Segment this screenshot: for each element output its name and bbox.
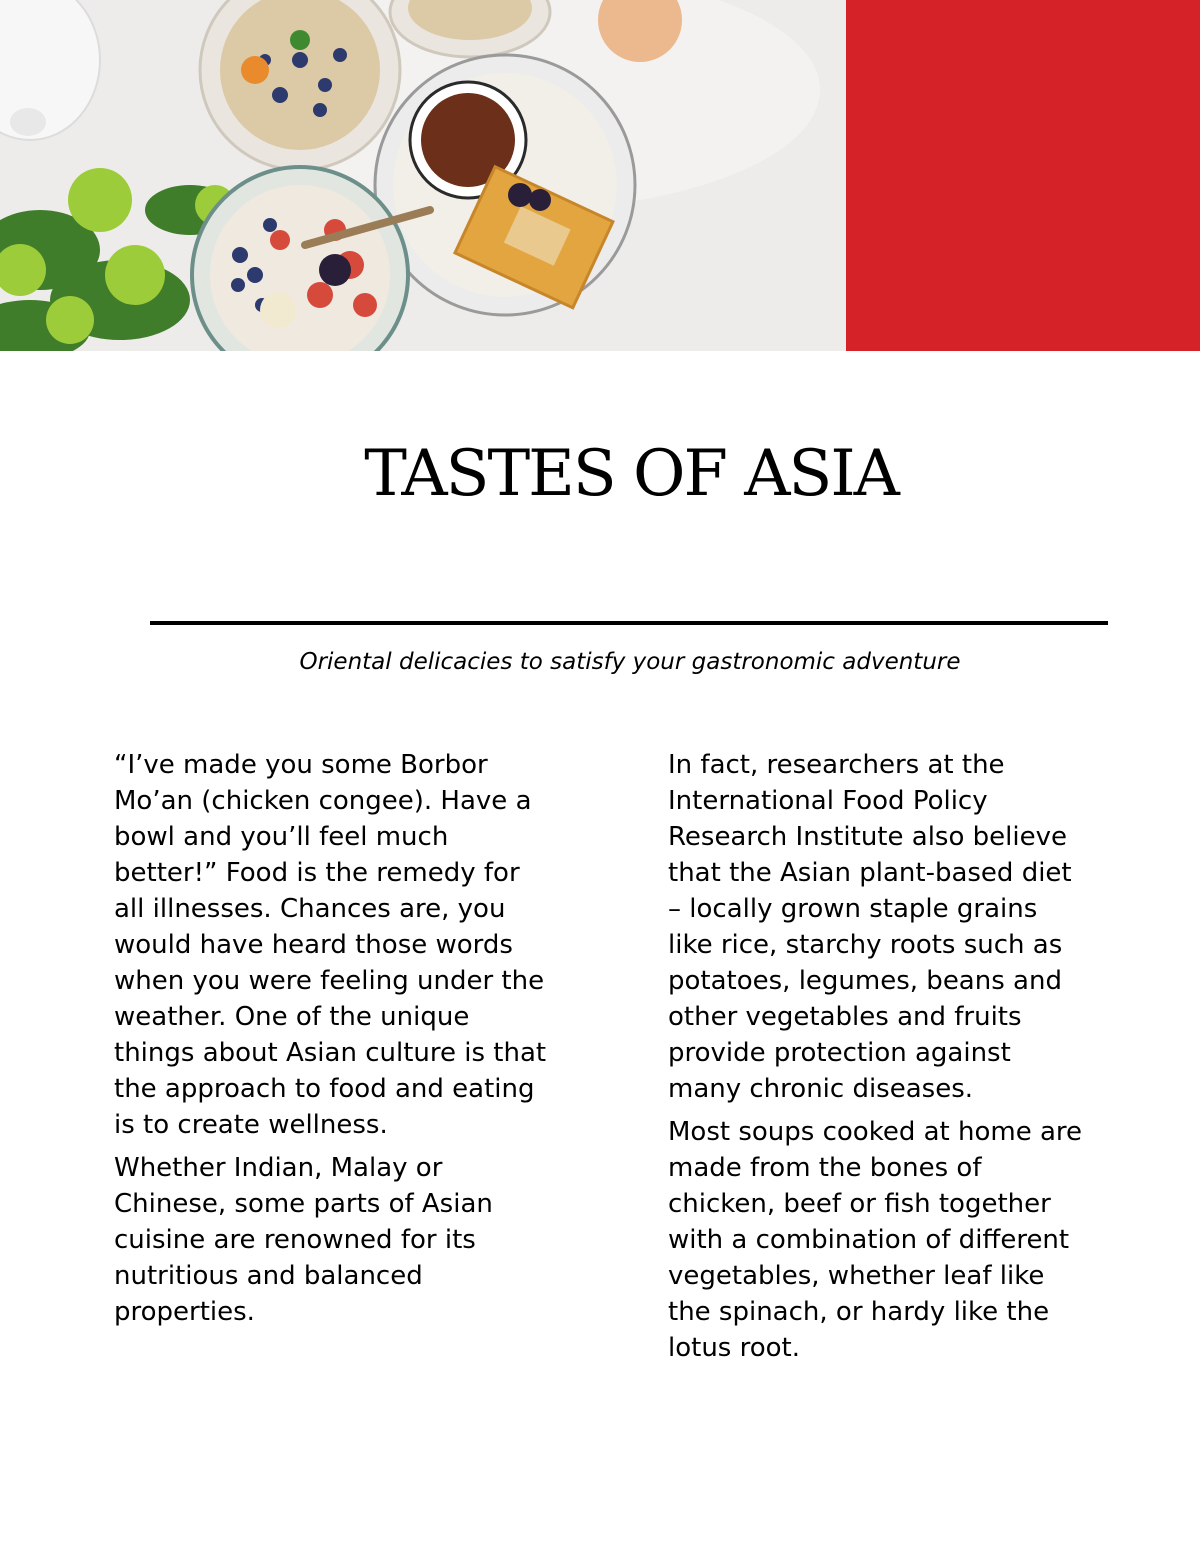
paragraph: Whether Indian, Malay or Chinese, some parts of Asian cuisine are renowned for its nutritious and balanced properties. xyxy=(114,1153,493,1327)
page-title: TASTES OF ASIA xyxy=(364,437,898,511)
divider-rule xyxy=(150,621,1108,625)
paragraph: Most soups cooked at home are made from the bones of chicken, beef or fish together with a combination of different vegetables, whether leaf like the spinach, or hardy like the lotus root. xyxy=(668,1117,1083,1363)
article-left-column xyxy=(114,747,550,1337)
paragraph: “I’ve made you some Borbor Mo’an (chicken congee). Have a bowl and you’ll feel much better!” Food is the remedy for all illnesses. Chances are, you would have heard those words when you were feeling under the weather. One of the unique things about Asian culture is that the approach to food and eating is to create wellness. xyxy=(114,750,547,1140)
paragraph: In fact, researchers at the International Food Policy Research Institute also believe that the Asian plant-based diet – locally grown staple grains like rice, starchy roots such as potatoes, legumes, beans and other vegetables and fruits provide protection against many chronic diseases. xyxy=(668,750,1072,1104)
subtitle: Oriental delicacies to satisfy your gastronomic adventure xyxy=(299,649,961,675)
food-photo xyxy=(0,0,846,351)
hero-banner xyxy=(0,0,1200,351)
red-accent-block xyxy=(846,0,1200,351)
article-right-column xyxy=(668,747,1088,1373)
